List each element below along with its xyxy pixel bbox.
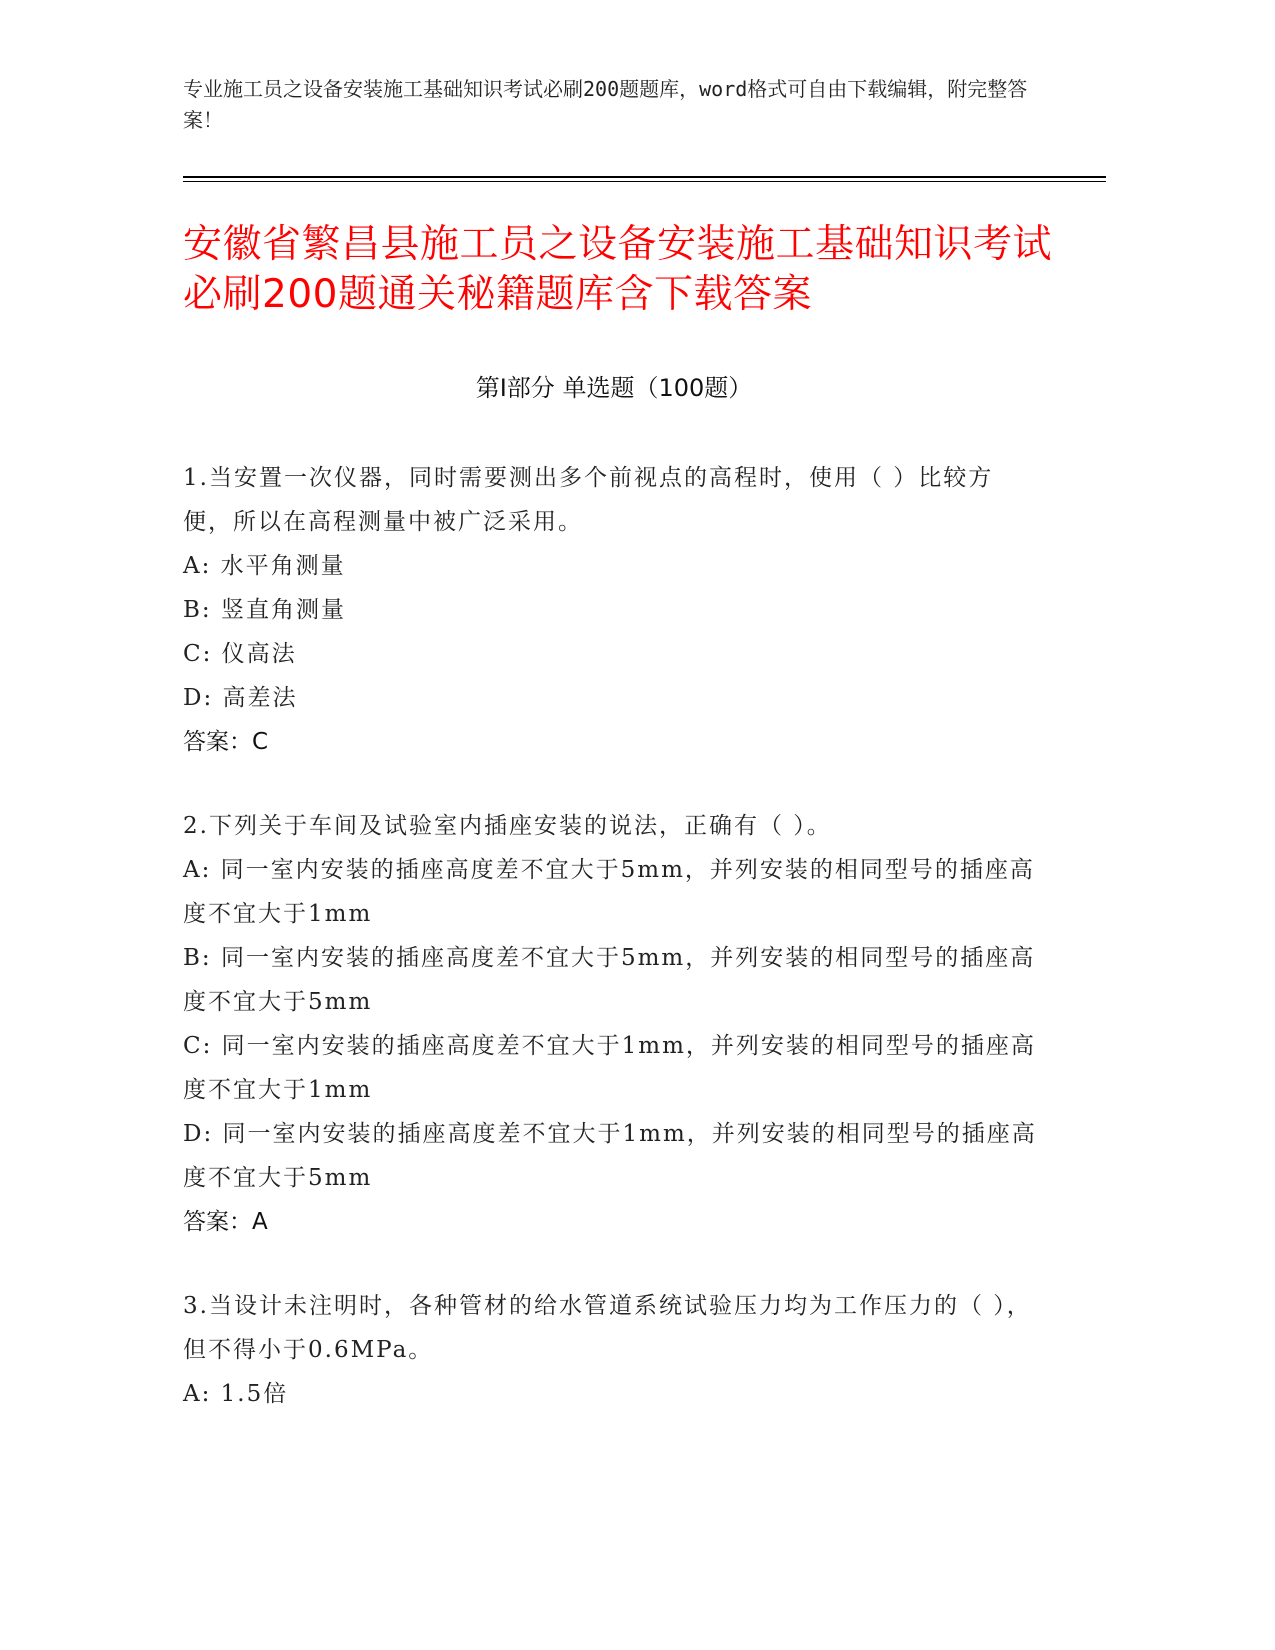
option-a: A: 1.5倍 — [183, 1381, 289, 1407]
option-b: B: 同一室内安装的插座高度差不宜大于5mm，并列安装的相同型号的插座高度不宜大于5mm — [183, 945, 1036, 1015]
document-title: 安徽省繁昌县施工员之设备安装施工基础知识考试必刷200题通关秘籍题库含下载答案 — [183, 222, 1053, 317]
option-a: A: 水平角测量 — [183, 553, 346, 579]
header-divider-thick — [183, 176, 1106, 178]
question-2 — [183, 804, 1043, 1244]
option-b: B: 竖直角测量 — [183, 597, 346, 623]
header-divider-thin — [183, 181, 1106, 182]
answer-line: 答案：C — [183, 729, 269, 755]
answer-line: 答案：A — [183, 1209, 268, 1235]
option-c: C: 仪高法 — [183, 641, 297, 667]
question-3 — [183, 1284, 1043, 1416]
question-1 — [183, 456, 1043, 764]
question-stem: 3.当设计未注明时，各种管材的给水管道系统试验压力均为工作压力的（ ），但不得小于0.6MPa。 — [183, 1293, 1032, 1363]
header-note: 专业施工员之设备安装施工基础知识考试必刷200题题库，word格式可自由下载编辑，附完整答案！ — [183, 77, 1028, 132]
option-d: D: 高差法 — [183, 685, 298, 711]
option-d: D: 同一室内安装的插座高度差不宜大于1mm，并列安装的相同型号的插座高度不宜大于5mm — [183, 1121, 1037, 1191]
option-a: A: 同一室内安装的插座高度差不宜大于5mm，并列安装的相同型号的插座高度不宜大于1mm — [183, 857, 1035, 927]
section-title: 第Ⅰ部分 单选题（100题） — [475, 374, 753, 402]
option-c: C: 同一室内安装的插座高度差不宜大于1mm，并列安装的相同型号的插座高度不宜大于1mm — [183, 1033, 1036, 1103]
question-stem: 1.当安置一次仪器，同时需要测出多个前视点的高程时，使用（ ）比较方便，所以在高程测量中被广泛采用。 — [183, 465, 994, 535]
question-list — [183, 456, 1043, 1456]
question-stem: 2.下列关于车间及试验室内插座安装的说法，正确有（ ）。 — [183, 813, 832, 839]
